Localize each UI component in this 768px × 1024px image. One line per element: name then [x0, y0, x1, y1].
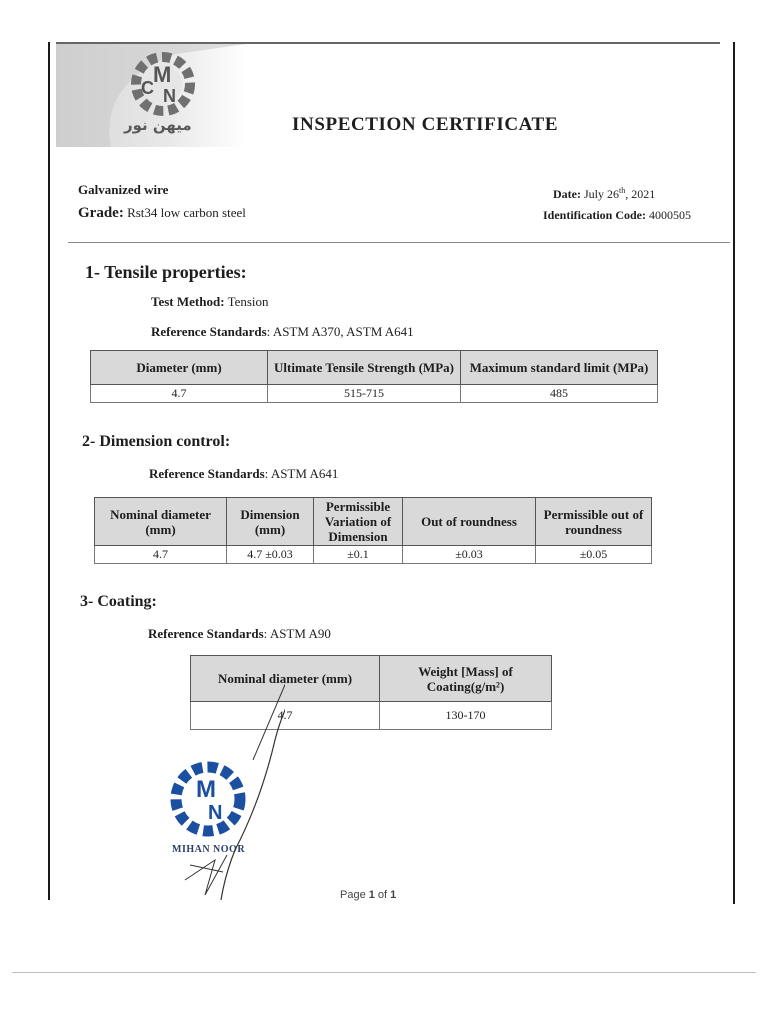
table-header-cell: Permissible Variation of Dimension [314, 498, 403, 546]
section1-reference: Reference Standards: ASTM A370, ASTM A641 [151, 324, 414, 339]
id-row [543, 208, 691, 223]
table-cell: 515-715 [268, 385, 461, 403]
table-cell: ±0.1 [314, 546, 403, 564]
table-header-cell: Permissible out of roundness [536, 498, 652, 546]
table-cell: 4.7 [95, 546, 227, 564]
table-header-cell: Dimension (mm) [227, 498, 314, 546]
table-header-cell: Maximum standard limit (MPa) [461, 351, 658, 385]
date-label: Date: [553, 187, 581, 201]
table-header-cell: Diameter (mm) [91, 351, 268, 385]
section1-heading: 1- Tensile properties: [85, 262, 247, 282]
section2-heading: 2- Dimension control: [82, 433, 231, 450]
section3-reference: Reference Standards: ASTM A90 [148, 626, 331, 641]
table-cell: 4.7 ±0.03 [227, 546, 314, 564]
table-header-row [95, 498, 652, 546]
grade-row [78, 205, 246, 222]
id-value: 4000505 [649, 208, 691, 222]
table-row [91, 385, 658, 403]
table-row [95, 546, 652, 564]
table-header-cell: Nominal diameter (mm) [95, 498, 227, 546]
dimension-table [94, 497, 652, 564]
svg-text:C: C [141, 78, 154, 98]
header-divider [68, 242, 730, 243]
section2-reference: Reference Standards: ASTM A641 [149, 466, 339, 481]
bottom-scan-line [12, 972, 756, 973]
svg-text:N: N [208, 802, 223, 824]
table-cell: 130-170 [380, 702, 552, 730]
logo-text: میهن نور [124, 116, 192, 134]
right-border-line [733, 42, 735, 904]
grade-label: Grade: [78, 205, 124, 221]
product-name: Galvanized wire [78, 182, 169, 197]
date-value: July 26th, 2021 [583, 186, 656, 201]
stamp-text: MIHAN NOOR [172, 844, 246, 855]
table-header-cell: Weight [Mass] of Coating(g/m²) [380, 656, 552, 702]
table-header-cell: Out of roundness [403, 498, 536, 546]
section3-heading: 3- Coating: [80, 593, 157, 610]
page-number: Page 1 of 1 [340, 889, 397, 901]
date-row [553, 186, 655, 202]
table-cell: ±0.03 [403, 546, 536, 564]
svg-text:N: N [163, 86, 176, 106]
table-header-row [91, 351, 658, 385]
table-cell: 4.7 [91, 385, 268, 403]
grade-value: Rst34 low carbon steel [127, 205, 246, 220]
section1-method: Test Method: Tension [151, 294, 269, 309]
table-cell: 485 [461, 385, 658, 403]
table-header-cell: Nominal diameter (mm) [191, 656, 380, 702]
id-label: Identification Code: [543, 208, 646, 222]
document-title: INSPECTION CERTIFICATE [292, 114, 559, 135]
header-logo-band [56, 44, 246, 147]
signature [175, 660, 285, 900]
tensile-table [90, 350, 658, 403]
svg-text:M: M [153, 62, 172, 87]
table-header-cell: Ultimate Tensile Strength (MPa) [268, 351, 461, 385]
table-cell: ±0.05 [536, 546, 652, 564]
table-cell: 4.7 [191, 702, 380, 730]
svg-text:M: M [196, 776, 216, 803]
left-border-line [48, 42, 50, 900]
